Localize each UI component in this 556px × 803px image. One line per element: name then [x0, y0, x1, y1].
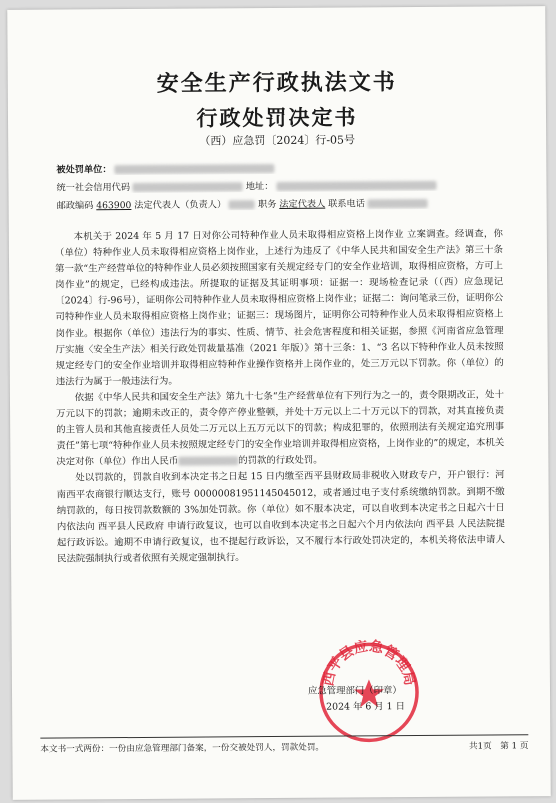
decision-body	[55, 226, 505, 567]
redacted-legal-rep	[229, 200, 255, 209]
document-footer	[40, 734, 528, 754]
footer-copies-note: 本文书一式两份：一份由应急管理部门备案，一份交被处罚人，罚款处罚。	[40, 742, 325, 755]
postcode-value: 463900	[96, 200, 132, 212]
address-label: 地址：	[245, 181, 274, 193]
paragraph-findings: 本机关于 2024 年 5 月 17 日对你公司特种作业人员未取得相应资格上岗作业 立案调查。经调查，你（单位）特种作业人员未取得相应资格上岗作业，上述行为违反了《中华人民共和国安全生产法》第三十条第一款“生产经营单位的特种作业人员必须按照国家有关规定经专门的安全作业培训，取得相应资格，方可上岗作业”的规定，已经构成违法。所提取的证据及其证明事项：证据一：现场检查记录（（西）应急现记〔2024〕行-96号），证明你公司特种作业人员未取得相应资格上岗作业；证据二：询问笔录三份，证明你公司特种作业人员未取得相应资格上岗作业；证据三：现场图片，证明你公司特种作业人员未取得相应资格上岗作业。根据你（单位）违法行为的事实、性质、情节、社会危害程度和相关证据，参照《河南省应急管理厅实施〈安全生产法〉相关行政处罚裁量基准（2021 年版）》第十三条：1、“3 名以下特种作业人员未按照规定经专门的安全作业培训并取得相应特种作业操作资格并上岗作业的，处三万元以下罚款。你（单位）的违法行为属于一般违法行为。	[54, 228, 504, 388]
redacted-address	[276, 181, 436, 191]
document-category-title: 安全生产行政执法文书	[156, 69, 397, 97]
footer-page-number: 共1页 第 1 页	[468, 741, 529, 752]
position-value: 法定代表人	[279, 198, 326, 210]
paragraph-decision-tail: 的罚款的行政处罚。	[238, 455, 323, 467]
redacted-credit-code	[133, 182, 243, 192]
signature-block	[308, 683, 405, 716]
signing-authority: 应急管理部门（印章）	[307, 685, 402, 697]
party-unit-row	[56, 158, 496, 175]
paragraph-decision-text: 依据《中华人民共和国安全生产法》第九十七条“生产经营单位有下列行为之一的，责令限期改正，处十万元以下的罚款；逾期未改正的，责令停产停业整顿，并处十万元以上二十万元以下的罚款，对其直接负责的主管人员和其他直接责任人员处二万元以上五万元以下的罚款；构成犯罪的，依照刑法有关规定追究刑事责任”第七项“特种作业人员未按照规定经专门的安全作业培训并取得相应资格，上岗作业的”的规定，本机关决定对你（单位）作出人民币	[56, 389, 505, 468]
document-sheet	[7, 6, 551, 800]
credit-code-label: 统一社会信用代码	[56, 182, 131, 194]
signing-date: 2024 年 6 月 1 日	[326, 701, 405, 713]
party-credit-row	[56, 176, 496, 193]
seal-text: 西平县应急管理局	[320, 638, 418, 688]
paragraph-decision	[56, 387, 505, 471]
document-title: 行政处罚决定书	[196, 104, 358, 131]
position-label: 职务	[257, 199, 277, 211]
unit-label: 被处罚单位：	[56, 164, 112, 176]
legal-rep-label: 法定代表人（负责人）	[134, 199, 227, 212]
paragraph-payment-appeal: 处以罚款的，罚款自收到本决定书之日起 15 日内缴至西平县财政局非税收入财政专户，开户银行：河南西平农商银行顺达支行，账号 00000081951145045012，或者通过电子支付系统缴纳罚款。到期不缴纳罚款的，每日按罚款数额的 3%加处罚款。你（单位）如不服本决定，可以自收到本决定书之日起六十日内依法向 西平县人民政府 申请行政复议，也可以自收到本决定书之日起六个月内依法向 西平县 人民法院提起行政诉讼。逾期不申请行政复议，也不提起行政诉讼，又不履行本行政处罚决定的，本机关将依法申请人民法院强制执行或者依照有关规定强制执行。	[56, 469, 505, 565]
document-number: （西）应急罚〔2024〕行-05号	[199, 133, 356, 148]
redacted-fine-amount	[178, 457, 238, 466]
party-contact-row	[57, 194, 497, 211]
redacted-phone	[368, 199, 428, 208]
phone-label: 联系电话	[328, 198, 365, 210]
redacted-unit-name	[114, 164, 274, 174]
postcode-label: 邮政编码	[56, 200, 94, 212]
